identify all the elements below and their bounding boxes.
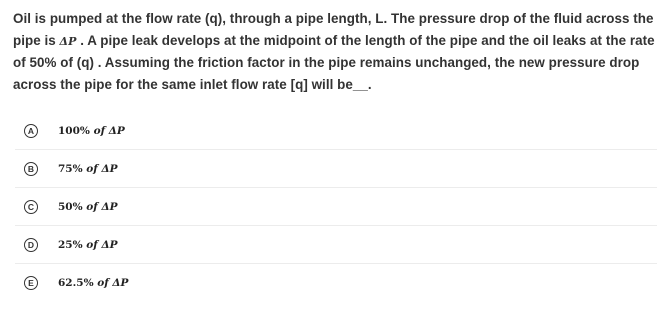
option-e[interactable] [15, 264, 657, 302]
option-e-symbol: ΔP [112, 277, 129, 289]
option-e-value: 62.5% [58, 277, 94, 289]
option-d-value: 25% [58, 238, 83, 251]
option-a-symbol: ΔP [108, 124, 125, 137]
option-d-of: of [86, 238, 98, 251]
question-part-2: . A pipe leak develops at the midpoint of the length of the pipe and the oil leaks at the rate of 50% of (q) . Assuming the friction factor in the pipe remains unchanged, the new pressure drop across the pipe for the same inlet flow rate [q] will be__. [13, 32, 655, 92]
option-c-radio[interactable]: C [24, 200, 38, 214]
option-c-symbol: ΔP [101, 200, 118, 213]
option-d-text [58, 239, 117, 251]
option-b-symbol: ΔP [101, 162, 118, 175]
answer-options [15, 112, 657, 302]
option-b[interactable] [15, 150, 657, 188]
option-d-radio[interactable]: D [24, 238, 38, 252]
option-d-symbol: ΔP [101, 238, 118, 251]
option-a-of: of [93, 124, 106, 137]
option-d[interactable] [15, 226, 657, 264]
option-c-value: 50% [58, 200, 83, 213]
option-c[interactable] [15, 188, 657, 226]
delta-p-symbol: ΔP [59, 34, 77, 48]
option-a[interactable] [15, 112, 657, 150]
question-part-1: Oil is pumped at the flow rate (q), through a pipe length, L. The pressure drop of the fluid across the pipe is [13, 11, 654, 48]
option-b-radio[interactable]: B [24, 162, 38, 176]
option-b-value: 75% [58, 162, 83, 175]
option-a-text [58, 125, 125, 137]
option-c-of: of [86, 200, 98, 213]
option-b-text [58, 163, 117, 175]
question-text [13, 8, 661, 95]
option-a-radio[interactable]: A [24, 124, 38, 138]
option-e-radio[interactable]: E [24, 276, 38, 290]
option-e-text [58, 277, 128, 289]
option-c-text [58, 201, 117, 213]
option-a-value: 100% [58, 124, 90, 137]
option-e-of: of [97, 277, 109, 289]
option-b-of: of [86, 162, 98, 175]
